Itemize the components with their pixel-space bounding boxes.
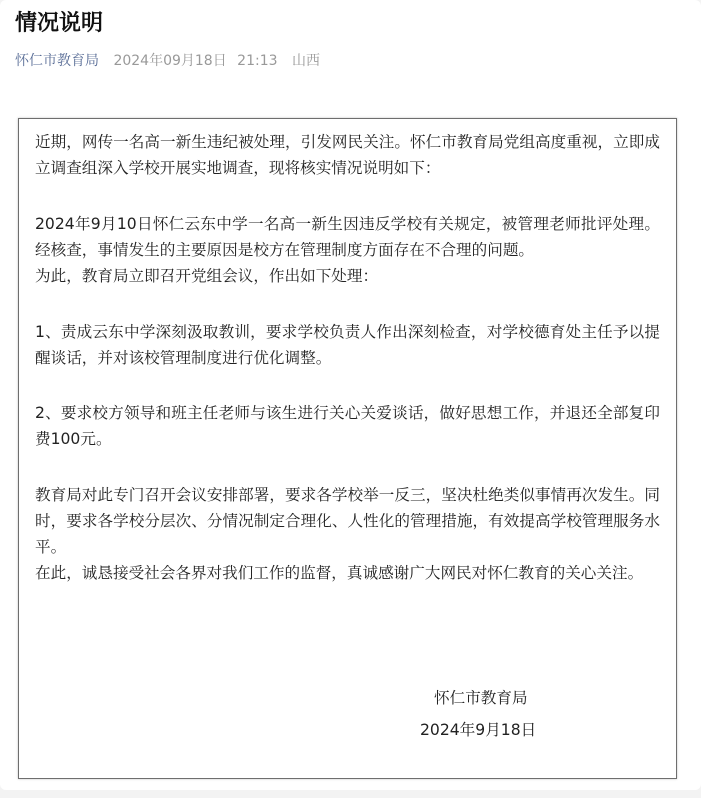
article-title: 情况说明 xyxy=(15,11,104,36)
publish-location: 山西 xyxy=(291,53,320,69)
notice-signature: 怀仁市教育局 xyxy=(434,689,528,707)
notice-signature-date: 2024年9月18日 xyxy=(420,721,537,739)
notice-paragraph: 近期，网传一名高一新生违纪被处理，引发网民关注。怀仁市教育局党组高度重视，立即成立调查组深入学校开展实地调查，现将核实情况说明如下： xyxy=(35,133,660,177)
notice-paragraph: 2、要求校方领导和班主任老师与该生进行关心关爱谈话，做好思想工作，并退还全部复印费100元。 xyxy=(35,404,660,448)
publish-date: 2024年09月18日 xyxy=(113,53,227,69)
notice-paragraph: 教育局对此专门召开会议安排部署，要求各学校举一反三，坚决杜绝类似事情再次发生。同时，要求各学校分层次、分情况制定合理化、人性化的管理措施，有效提高学校管理服务水平。 xyxy=(35,486,660,556)
notice-paragraph: 1、责成云东中学深刻汲取教训，要求学校负责人作出深刻检查，对学校德育处主任予以提醒谈话，并对该校管理制度进行优化调整。 xyxy=(35,323,660,367)
notice-paragraph: 在此，诚恳接受社会各界对我们工作的监督，真诚感谢广大网民对怀仁教育的关心关注。 xyxy=(35,564,644,582)
author-link[interactable]: 怀仁市教育局 xyxy=(15,53,99,69)
publish-time: 21:13 xyxy=(237,53,278,69)
notice-paragraph: 2024年9月10日怀仁云东中学一名高一新生因违反学校有关规定，被管理老师批评处理。经核查，事情发生的主要原因是校方在管理制度方面存在不合理的问题。 xyxy=(35,215,660,259)
notice-paragraph: 为此，教育局立即召开党组会议，作出如下处理： xyxy=(35,267,379,285)
notice-image xyxy=(18,118,677,779)
article-meta xyxy=(15,52,320,70)
